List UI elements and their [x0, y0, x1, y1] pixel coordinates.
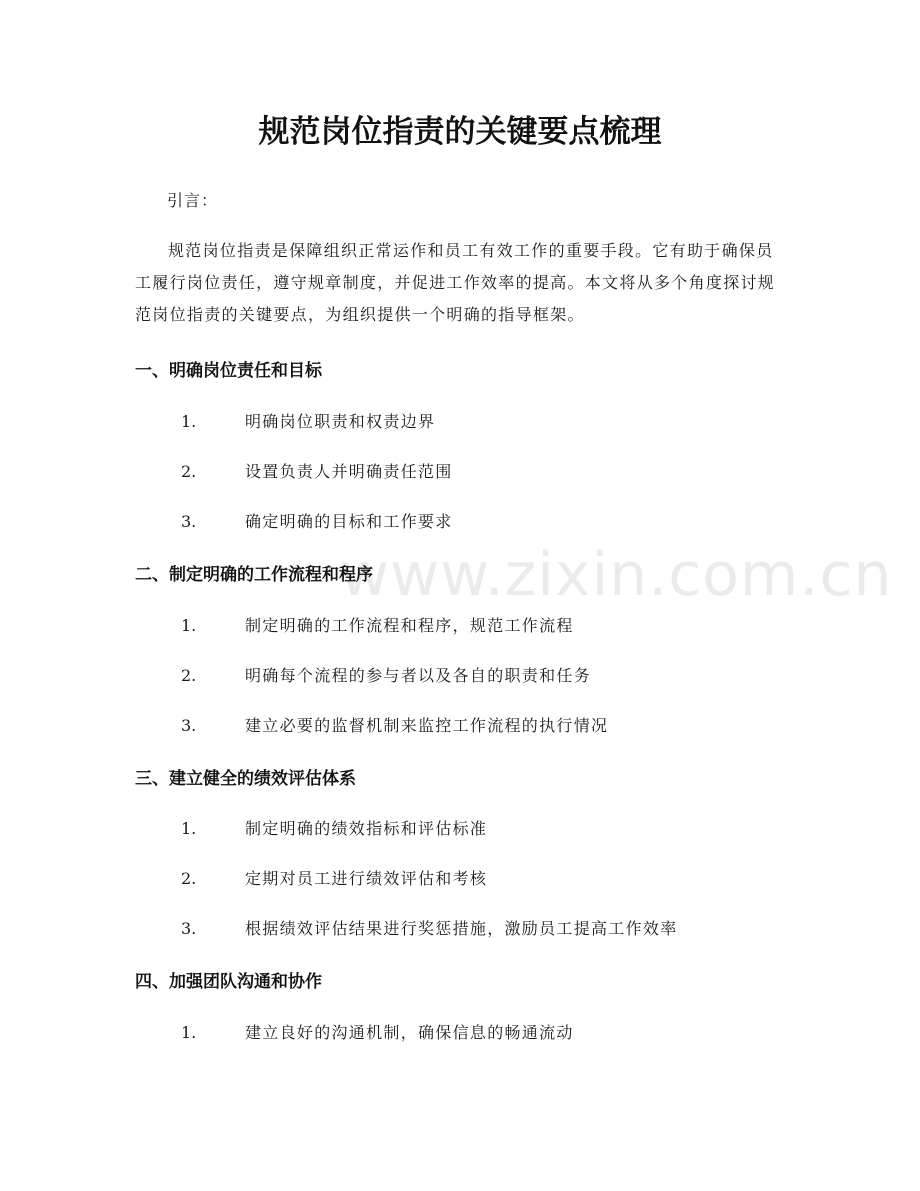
- list-item-text: 制定明确的工作流程和程序，规范工作流程: [245, 616, 574, 635]
- list-item-text: 确定明确的目标和工作要求: [245, 512, 453, 531]
- list-item-text: 建立必要的监督机制来监控工作流程的执行情况: [245, 716, 609, 735]
- list-item: [0, 865, 920, 893]
- list-item: [0, 1019, 920, 1047]
- list-item-number: 1.: [181, 412, 197, 431]
- list-item-number: 3.: [181, 716, 197, 735]
- section-heading-3: 三、建立健全的绩效评估体系: [135, 769, 356, 789]
- list-item-number: 2.: [181, 869, 197, 888]
- list-item-number: 2.: [181, 462, 197, 481]
- document-title: 规范岗位指责的关键要点梳理: [258, 114, 662, 150]
- list-item: [0, 662, 920, 690]
- watermark: www.zixin.com.cn: [340, 540, 893, 610]
- section-heading-4: 四、加强团队沟通和协作: [135, 972, 322, 992]
- section-heading-1: 一、明确岗位责任和目标: [135, 361, 322, 381]
- intro-label: 引言：: [167, 191, 219, 210]
- list-item-text: 制定明确的绩效指标和评估标准: [245, 819, 488, 838]
- list-item-number: 2.: [181, 666, 197, 685]
- list-item: [0, 712, 920, 740]
- list-item-text: 明确岗位职责和权责边界: [245, 412, 436, 431]
- list-item: [0, 915, 920, 943]
- list-item-number: 3.: [181, 512, 197, 531]
- list-item-number: 1.: [181, 819, 197, 838]
- list-item: [0, 508, 920, 536]
- intro-paragraph: 规范岗位指责是保障组织正常运作和员工有效工作的重要手段。它有助于确保员工履行岗位责任，遵守规章制度，并促进工作效率的提高。本文将从多个角度探讨规范岗位指责的关键要点，为组织提供一个明确的指导框架。: [135, 241, 776, 324]
- list-item: [0, 815, 920, 843]
- list-item-text: 设置负责人并明确责任范围: [245, 462, 453, 481]
- list-item: [0, 612, 920, 640]
- list-item-number: 1.: [181, 616, 197, 635]
- list-item-text: 根据绩效评估结果进行奖惩措施，激励员工提高工作效率: [245, 919, 678, 938]
- list-item-text: 建立良好的沟通机制，确保信息的畅通流动: [245, 1023, 574, 1042]
- list-item-text: 定期对员工进行绩效评估和考核: [245, 869, 488, 888]
- list-item-text: 明确每个流程的参与者以及各自的职责和任务: [245, 666, 592, 685]
- list-item-number: 1.: [181, 1023, 197, 1042]
- list-item: [0, 408, 920, 436]
- list-item-number: 3.: [181, 919, 197, 938]
- section-heading-2: 二、制定明确的工作流程和程序: [135, 565, 373, 585]
- list-item: [0, 458, 920, 486]
